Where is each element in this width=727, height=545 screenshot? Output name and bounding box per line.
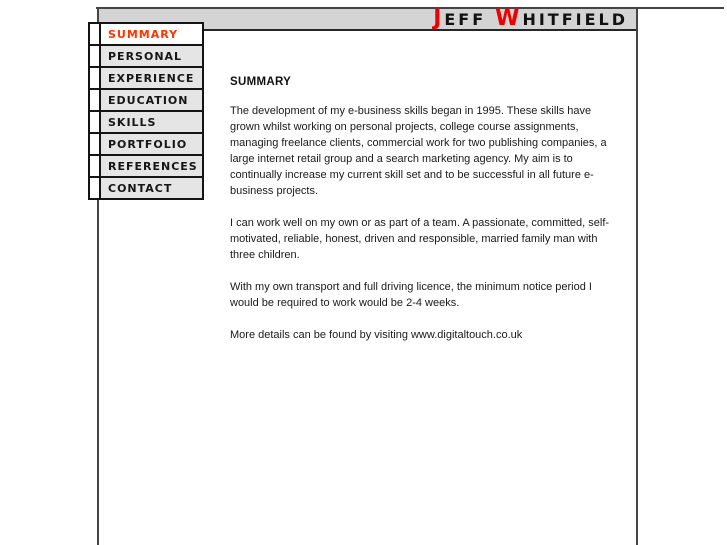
main-content — [230, 76, 622, 359]
sidebar-item-label: PERSONAL — [99, 46, 202, 66]
title-initial-first: J — [433, 6, 445, 31]
sidebar-item-label: EXPERIENCE — [99, 68, 202, 88]
menu-gutter — [90, 68, 99, 88]
summary-paragraph-4: More details can be found by visiting www.digitaltouch.co.uk — [230, 329, 523, 341]
title-rest-second: HITFIELD — [522, 10, 628, 29]
sidebar-item-label: CONTACT — [99, 178, 202, 198]
site-title — [433, 8, 628, 30]
sidebar-item-label: PORTFOLIO — [99, 134, 202, 154]
menu-gutter — [90, 90, 99, 110]
menu-gutter — [90, 134, 99, 154]
summary-paragraph-3: With my own transport and full driving licence, the minimum notice period I would be required to work would be 2-4 weeks. — [230, 281, 592, 309]
title-initial-second: W — [495, 6, 523, 31]
menu-gutter — [90, 178, 99, 198]
sidebar-item-references[interactable] — [90, 154, 202, 176]
sidebar-item-label: SKILLS — [99, 112, 202, 132]
right-border-line — [636, 9, 638, 545]
menu-gutter — [90, 46, 99, 66]
summary-paragraph-2: I can work well on my own or as part of a team. A passionate, committed, self-motivated, reliable, honest, driven and responsible, married family man with three children. — [230, 217, 610, 261]
sidebar-item-experience[interactable] — [90, 66, 202, 88]
summary-paragraph-1: The development of my e-business skills began in 1995. These skills have grown whilst working on personal projects, college course assignments, managing freelance clients, commercial work for two publishing companies, a large internet retail group and a search marketing agency. My aim is to continually increase my current skill set and to be successful in all future e-business projects. — [230, 105, 607, 197]
sidebar-item-skills[interactable] — [90, 110, 202, 132]
sidebar-item-portfolio[interactable] — [90, 132, 202, 154]
sidebar-menu — [88, 22, 204, 200]
sidebar-item-education[interactable] — [90, 88, 202, 110]
menu-gutter — [90, 24, 99, 44]
menu-gutter — [90, 156, 99, 176]
sidebar-item-label: SUMMARY — [99, 24, 202, 44]
section-heading: SUMMARY — [230, 76, 292, 88]
sidebar-item-label: EDUCATION — [99, 90, 202, 110]
sidebar-item-label: REFERENCES — [99, 156, 202, 176]
sidebar-item-summary[interactable] — [90, 24, 202, 44]
sidebar-item-contact[interactable] — [90, 176, 202, 198]
sidebar-item-personal[interactable] — [90, 44, 202, 66]
title-rest-first: EFF — [444, 10, 487, 29]
menu-gutter — [90, 112, 99, 132]
